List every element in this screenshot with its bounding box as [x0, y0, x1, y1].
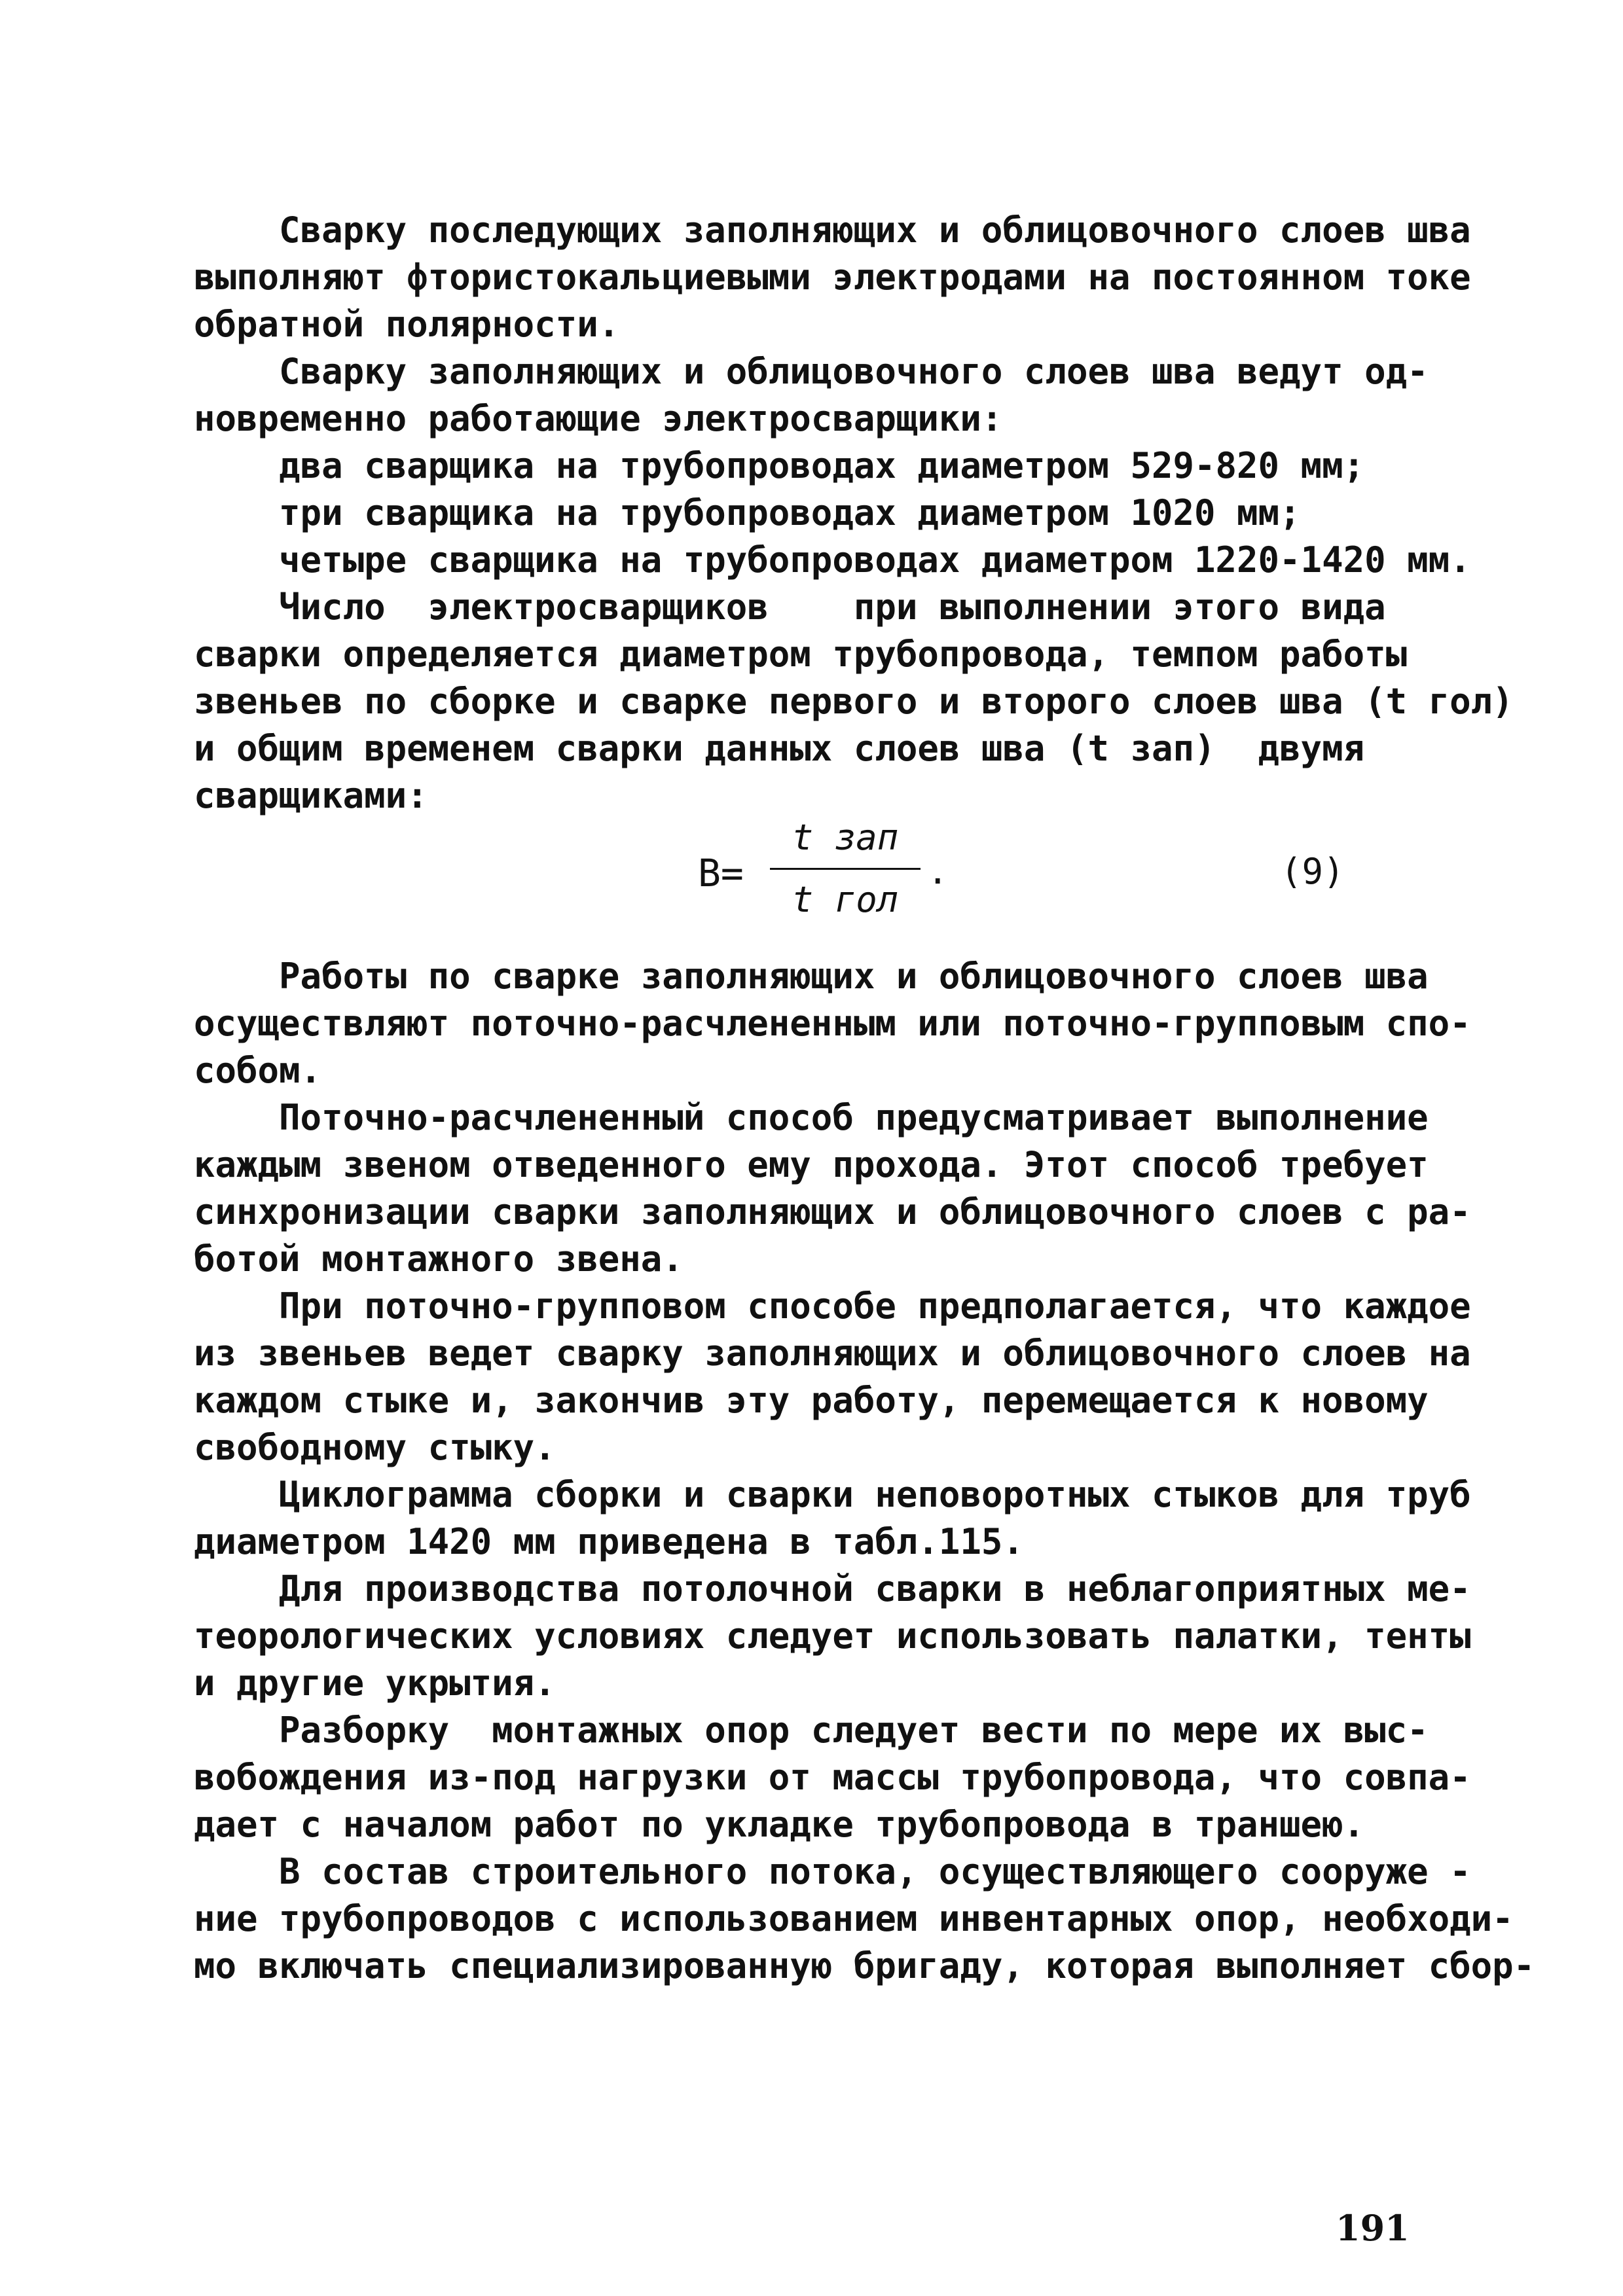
text-line: каждом стыке и, закончив эту работу, перемещается к новому — [194, 1380, 1429, 1421]
text-line: Работы по сварке заполняющих и облицовочного слоев шва — [194, 956, 1429, 997]
text-line: и другие укрытия. — [194, 1662, 556, 1704]
text-line: Циклограмма сборки и сварки неповоротных стыков для труб — [194, 1474, 1471, 1515]
text-line: собом. — [194, 1050, 322, 1091]
text-line: диаметром 1420 мм приведена в табл.115. — [194, 1521, 1024, 1562]
formula-dot: . — [927, 851, 949, 892]
text-line: и общим временем сварки данных слоев шва (t зап) двумя — [194, 728, 1365, 769]
text-block-2 — [194, 953, 1535, 1990]
formula-number: (9) — [1281, 851, 1345, 892]
text-line: свободному стыку. — [194, 1427, 556, 1468]
text-line: сварки определяется диаметром трубопровода, темпом работы — [194, 634, 1408, 675]
text-line: вобождения из-под нагрузки от массы трубопровода, что совпа- — [194, 1757, 1471, 1798]
text-line: Для производства потолочной сварки в неблагоприятных ме- — [194, 1568, 1471, 1609]
text-line: два сварщика на трубопроводах диаметром 529-820 мм; — [194, 445, 1365, 486]
text-line: Сварку последующих заполняющих и облицовочного слоев шва — [194, 209, 1471, 251]
text-line: четыре сварщика на трубопроводах диаметром 1220-1420 мм. — [194, 539, 1471, 581]
text-line: Поточно-расчлененный способ предусматривает выполнение — [194, 1097, 1429, 1138]
text-line: Число электросварщиков при выполнении этого вида — [194, 586, 1386, 628]
formula-lhs: B= — [698, 851, 744, 895]
text-line: осуществляют поточно-расчлененным или поточно-групповым спо- — [194, 1003, 1471, 1044]
text-line: сварщиками: — [194, 775, 428, 816]
text-line: мо включать специализированную бригаду, которая выполняет сбор- — [194, 1945, 1535, 1986]
formula-denominator: t гол — [792, 879, 899, 920]
text-line: ние трубопроводов с использованием инвентарных опор, необходи- — [194, 1898, 1514, 1939]
formula-9 — [194, 812, 1398, 942]
fraction-bar — [770, 868, 921, 870]
text-line: Сварку заполняющих и облицовочного слоев шва ведут од- — [194, 351, 1429, 392]
text-line: три сварщика на трубопроводах диаметром 1020 мм; — [194, 492, 1301, 533]
formula-fraction — [770, 812, 921, 926]
text-line: дает с началом работ по укладке трубопровода в траншею. — [194, 1804, 1365, 1845]
text-line: ботой монтажного звена. — [194, 1238, 684, 1280]
text-block-1 — [194, 207, 1514, 819]
text-line: обратной полярности. — [194, 304, 620, 345]
text-line: каждым звеном отведенного ему прохода. Этот способ требует — [194, 1144, 1429, 1185]
page-number: 191 — [1336, 2207, 1410, 2249]
text-line: При поточно-групповом способе предполагается, что каждое — [194, 1285, 1471, 1327]
text-line: В состав строительного потока, осуществляющего сооруже - — [194, 1851, 1471, 1892]
text-line: из звеньев ведет сварку заполняющих и облицовочного слоев на — [194, 1333, 1471, 1374]
text-line: теорологических условиях следует использовать палатки, тенты — [194, 1615, 1471, 1657]
text-line: выполняют фтористокальциевыми электродами на постоянном токе — [194, 257, 1471, 298]
text-line: звеньев по сборке и сварке первого и второго слоев шва (t гол) — [194, 681, 1514, 722]
formula-numerator: t зап — [792, 817, 899, 858]
text-line: синхронизации сварки заполняющих и облицовочного слоев с ра- — [194, 1191, 1471, 1232]
text-line: Разборку монтажных опор следует вести по мере их выс- — [194, 1710, 1429, 1751]
text-line: новременно работающие электросварщики: — [194, 398, 1003, 439]
